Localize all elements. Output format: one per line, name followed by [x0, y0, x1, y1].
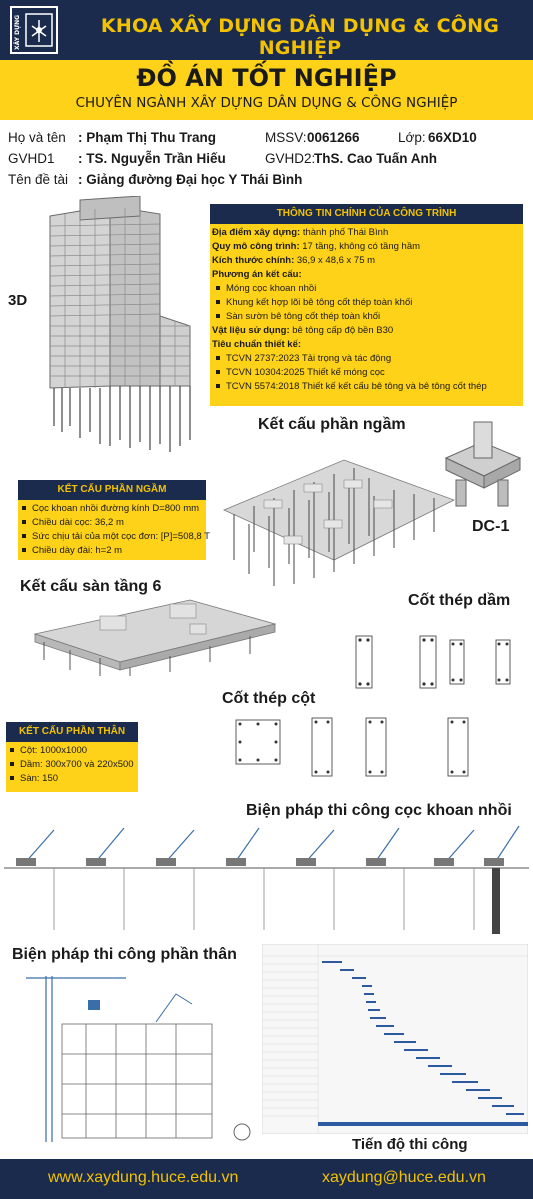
superstructure-item: Dầm: 300x700 và 220x500: [20, 759, 134, 770]
foundation-item: Cọc khoan nhồi đường kính D=800 mm: [32, 503, 200, 514]
foundation-item: Sức chịu tải của một cọc đơn: [P]=508,8 T: [32, 531, 210, 542]
standards-label: Tiêu chuẩn thiết kế:: [212, 339, 302, 350]
building-3d-drawing: [40, 196, 208, 456]
superstructure-box: [6, 742, 138, 792]
structure-item: Sàn sườn bê tông cốt thép toàn khối: [226, 311, 381, 322]
superstructure-method-drawing: [6, 964, 256, 1148]
foundation-header: KẾT CẤU PHẦN NGẦM: [18, 480, 206, 500]
foundation-3d-drawing: [214, 440, 464, 600]
university-logo: [10, 6, 58, 54]
gvhd1-value: : TS. Nguyễn Trần Hiếu: [78, 151, 226, 166]
standard-item: TCVN 10304:2025 Thiết kế móng cọc: [226, 367, 385, 378]
class-label: Lớp:: [398, 130, 426, 145]
size-label: Kích thước chính:: [212, 255, 295, 266]
foundation-box: [18, 500, 210, 560]
scale-label: Quy mô công trình:: [212, 241, 300, 252]
header-bar: [0, 0, 533, 60]
name-label: Họ và tên: [8, 130, 66, 145]
superstructure-header: KẾT CẤU PHẦN THÂN: [6, 722, 138, 742]
standard-item: TCVN 2737:2023 Tải trọng và tác động: [226, 353, 392, 364]
topic-label: Tên đề tài: [8, 172, 69, 187]
gvhd1-label: GVHD1: [8, 151, 55, 166]
title-band: [0, 60, 533, 120]
gvhd2-label: GVHD2:: [265, 151, 316, 166]
location-value: thành phố Thái Bình: [302, 227, 389, 238]
material-value: bê tông cấp độ bền B30: [292, 325, 394, 336]
piling-caption: Biện pháp thi công cọc khoan nhồi: [246, 802, 512, 819]
gvhd2-value: ThS. Cao Tuấn Anh: [314, 151, 437, 166]
floor6-caption: Kết cấu sàn tầng 6: [20, 578, 162, 595]
standard-item: TCVN 5574:2018 Thiết kế kết cấu bê tông và bê tông cốt thép: [226, 381, 487, 392]
material-label: Vật liệu sử dụng:: [212, 325, 290, 336]
schedule-gantt-chart: [262, 944, 528, 1134]
superstructure-item: Sàn: 150: [20, 773, 59, 784]
mssv-label: MSSV:: [265, 130, 307, 145]
topic-value: : Giảng đường Đại học Y Thái Bình: [78, 172, 303, 187]
superstructure-method-caption: Biện pháp thi công phần thân: [12, 946, 237, 963]
footer-bar: [0, 1159, 533, 1199]
label-3d: 3D: [8, 292, 28, 309]
location-label: Địa điểm xây dựng:: [212, 227, 301, 238]
floor6-3d-drawing: [30, 596, 280, 678]
piling-method-drawing: [4, 820, 529, 940]
structure-label: Phương án kết cấu:: [212, 269, 302, 280]
column-rebar-drawing: [216, 712, 528, 784]
schedule-caption: Tiến độ thi công: [352, 1136, 468, 1153]
structure-item: Móng cọc khoan nhồi: [226, 283, 317, 294]
beam-rebar-drawing: [326, 630, 526, 698]
major-subtitle: CHUYÊN NGÀNH XÂY DỰNG DÂN DỤNG & CÔNG NGHIỆP: [75, 95, 458, 111]
foundation-item: Chiều dày đài: h=2 m: [32, 545, 123, 556]
dc1-label: DC-1: [472, 518, 510, 535]
website-link[interactable]: www.xaydung.huce.edu.vn: [48, 1169, 239, 1186]
mssv-value: 0061266: [307, 130, 360, 145]
logo-text: XÂY DỰNG: [14, 14, 21, 50]
size-value: 36,9 x 48,6 x 75 m: [296, 255, 376, 266]
column-rebar-caption: Cốt thép cột: [222, 690, 316, 707]
beam-rebar-caption: Cốt thép dầm: [408, 592, 511, 609]
project-title: ĐỒ ÁN TỐT NGHIỆP: [136, 64, 397, 92]
main-info-box: [210, 224, 523, 406]
main-info-header: THÔNG TIN CHÍNH CỦA CÔNG TRÌNH: [210, 204, 523, 224]
class-value: 66XD10: [428, 130, 477, 145]
superstructure-item: Cột: 1000x1000: [20, 745, 88, 756]
email-link[interactable]: xaydung@huce.edu.vn: [322, 1169, 486, 1186]
structure-item: Khung kết hợp lõi bê tông cốt thép toàn khối: [226, 297, 413, 308]
substructure-caption: Kết cấu phần ngầm: [258, 416, 406, 433]
faculty-title: KHOA XÂY DỰNG DÂN DỤNG & CÔNG NGHIỆP: [100, 15, 500, 59]
foundation-item: Chiều dài cọc: 36,2 m: [32, 517, 124, 528]
scale-value: 17 tầng, không có tầng hầm: [302, 241, 421, 252]
student-name: : Phạm Thị Thu Trang: [78, 130, 216, 145]
